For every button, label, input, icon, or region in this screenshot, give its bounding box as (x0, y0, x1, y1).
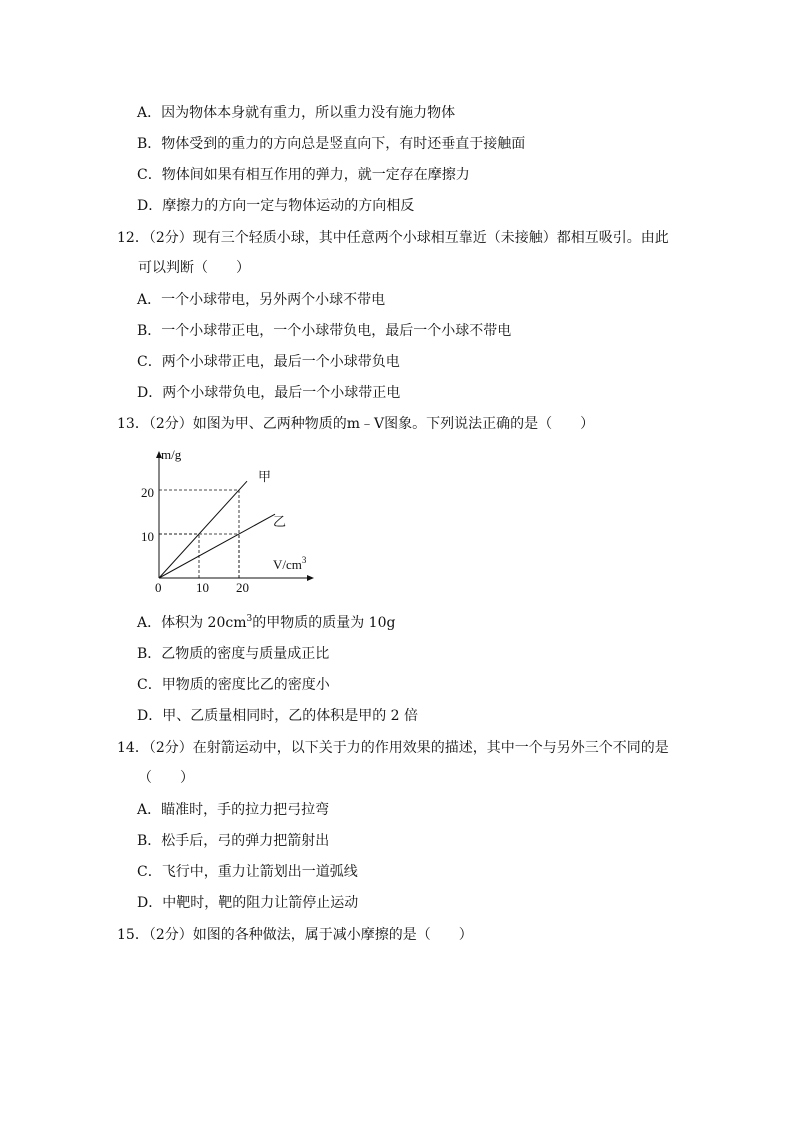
q14-option-b: B．松手后，弓的弹力把箭射出 (137, 833, 330, 849)
q13-option-b: B．乙物质的密度与质量成正比 (137, 646, 330, 662)
x-tick-10: 10 (196, 580, 209, 595)
series-label-yi: 乙 (273, 514, 287, 529)
q13-stem: 13．（2分）如图为甲、乙两种物质的m﹣V图象。下列说法正确的是（ ） (117, 416, 595, 432)
q14-stem-cont: （ ） (138, 770, 194, 786)
q14-option-a: A．瞄准时，手的拉力把弓拉弯 (137, 802, 330, 818)
series-label-jia: 甲 (258, 469, 272, 484)
y-tick-10: 10 (141, 529, 154, 544)
q12-option-b: B．一个小球带正电，一个小球带负电，最后一个小球不带电 (137, 323, 512, 339)
x-tick-20: 20 (236, 580, 249, 595)
q12-option-a: A．一个小球带电，另外两个小球不带电 (137, 292, 386, 308)
q11-option-d: D．摩擦力的方向一定与物体运动的方向相反 (137, 198, 415, 214)
q14-option-c: C．飞行中，重力让箭划出一道弧线 (137, 864, 358, 880)
q14-option-d: D．中靶时，靶的阻力让箭停止运动 (137, 895, 359, 911)
q11-option-b: B．物体受到的重力的方向总是竖直向下，有时还垂直于接触面 (137, 136, 526, 152)
q15-stem: 15．（2分）如图的各种做法，属于减小摩擦的是（ ） (117, 927, 473, 943)
q13-option-a-pre: A．体积为 20cm (137, 615, 247, 631)
y-axis-label: m/g (161, 447, 182, 462)
origin-label: 0 (155, 580, 162, 595)
series-line-yi (159, 514, 275, 578)
q11-option-a: A．因为物体本身就有重力，所以重力没有施力物体 (137, 105, 456, 121)
q13-option-a-sup: 3 (246, 614, 253, 624)
series-line-jia (159, 481, 247, 578)
mv-chart (135, 444, 325, 596)
y-tick-20: 20 (141, 485, 154, 500)
q13-option-a-post: 的甲物质的质量为 10g (252, 615, 396, 631)
q12-option-c: C．两个小球带正电，最后一个小球带负电 (137, 354, 400, 370)
q13-option-d: D．甲、乙质量相同时，乙的体积是甲的 2 倍 (137, 708, 419, 724)
q13-option-a (137, 614, 395, 632)
q14-stem: 14．（2分）在射箭运动中，以下关于力的作用效果的描述，其中一个与另外三个不同的是 (117, 740, 669, 756)
x-axis-label: $V/cm^3$ (273, 555, 307, 572)
q13-option-c: C．甲物质的密度比乙的密度小 (137, 677, 330, 693)
q12-option-d: D．两个小球带负电，最后一个小球带正电 (137, 385, 401, 401)
q11-option-c: C．物体间如果有相互作用的弹力，就一定存在摩擦力 (137, 167, 470, 183)
q12-stem: 12．（2分）现有三个轻质小球，其中任意两个小球相互靠近（未接触）都相互吸引。由此 (117, 230, 669, 246)
q12-stem-cont: 可以判断（ ） (138, 260, 250, 276)
